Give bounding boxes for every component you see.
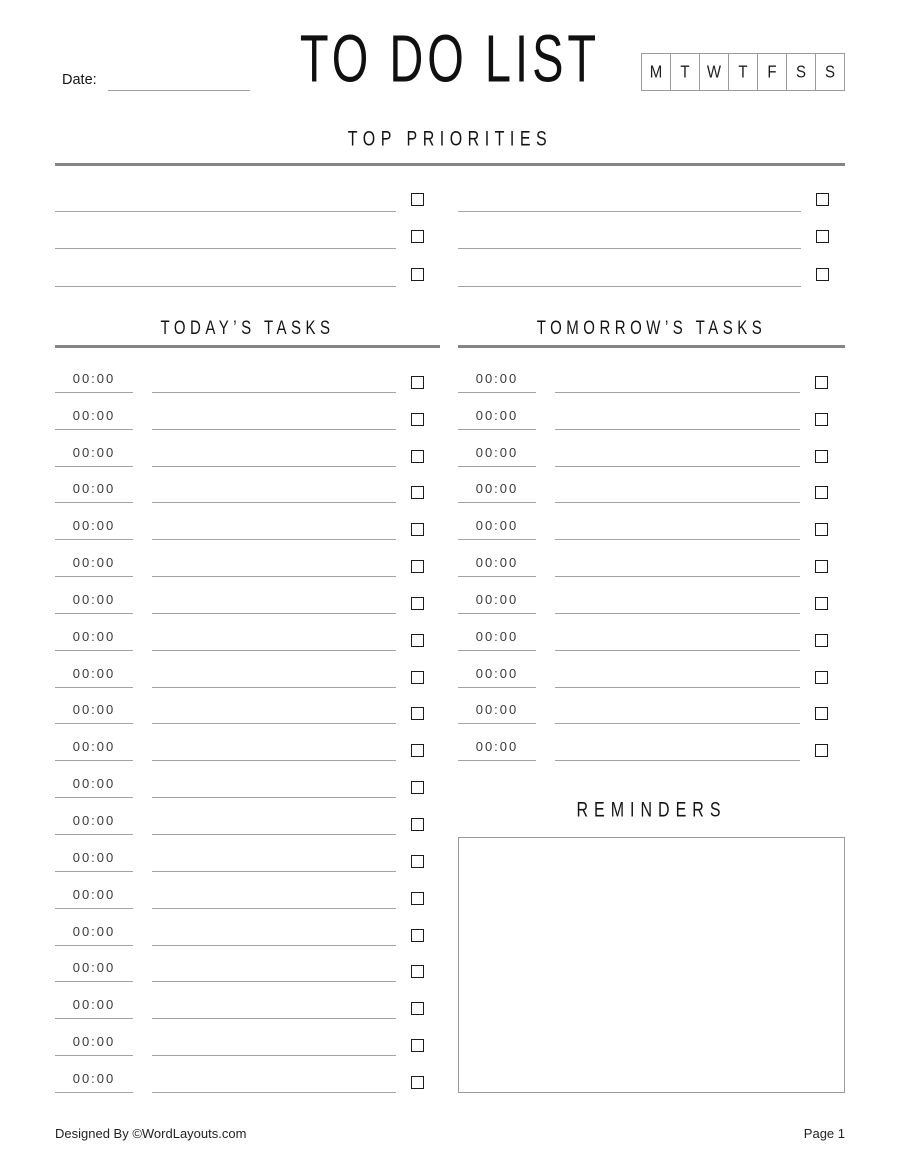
tomorrow-time-field[interactable]: 00:00 <box>458 445 536 467</box>
weekday-label: T <box>680 62 690 82</box>
weekday-cell-2-t[interactable] <box>670 54 699 90</box>
today-task-row <box>55 909 440 946</box>
priority-input-line[interactable] <box>458 249 801 287</box>
tomorrow-task-checkbox[interactable] <box>815 707 828 720</box>
tomorrow-task-row <box>458 430 845 467</box>
today-task-input-line[interactable] <box>152 430 396 467</box>
priority-row <box>458 249 829 287</box>
tomorrow-task-input-line[interactable] <box>555 577 800 614</box>
weekday-cell-7-s[interactable] <box>815 54 844 90</box>
tomorrow-time-field[interactable]: 00:00 <box>458 481 536 503</box>
tomorrow-task-row <box>458 356 845 393</box>
today-task-input-line[interactable] <box>152 946 396 983</box>
today-time-field[interactable]: 00:00 <box>55 1071 133 1093</box>
weekday-label: W <box>706 62 722 82</box>
today-time-field[interactable]: 00:00 <box>55 739 133 761</box>
today-time-field[interactable]: 00:00 <box>55 371 133 393</box>
weekday-label: M <box>649 62 663 82</box>
today-task-input-line[interactable] <box>152 503 396 540</box>
todays-tasks-section <box>55 316 440 1093</box>
today-time-field[interactable]: 00:00 <box>55 1034 133 1056</box>
today-task-input-line[interactable] <box>152 798 396 835</box>
today-task-input-line[interactable] <box>152 356 396 393</box>
priority-input-line[interactable] <box>55 212 396 250</box>
today-task-input-line[interactable] <box>152 982 396 1019</box>
today-task-row <box>55 982 440 1019</box>
today-task-checkbox[interactable] <box>411 707 424 720</box>
top-priorities-header <box>0 128 900 151</box>
tomorrow-task-input-line[interactable] <box>555 393 800 430</box>
tomorrow-task-checkbox[interactable] <box>815 450 828 463</box>
today-task-input-line[interactable] <box>152 577 396 614</box>
today-time-field[interactable]: 00:00 <box>55 518 133 540</box>
today-task-input-line[interactable] <box>152 540 396 577</box>
tomorrows-tasks-rows <box>458 348 845 761</box>
today-time-field[interactable]: 00:00 <box>55 481 133 503</box>
today-task-checkbox[interactable] <box>411 486 424 499</box>
priority-checkbox[interactable] <box>816 193 829 206</box>
today-task-input-line[interactable] <box>152 614 396 651</box>
today-task-row <box>55 835 440 872</box>
today-task-row <box>55 577 440 614</box>
top-priorities-title: TOP PRIORITIES <box>347 128 553 151</box>
tomorrow-task-input-line[interactable] <box>555 356 800 393</box>
tomorrow-task-row <box>458 540 845 577</box>
today-task-input-line[interactable] <box>152 1056 396 1093</box>
tomorrow-task-checkbox[interactable] <box>815 597 828 610</box>
today-task-row <box>55 688 440 725</box>
today-task-input-line[interactable] <box>152 724 396 761</box>
today-task-row <box>55 724 440 761</box>
page-title: TO DO LIST <box>299 20 601 96</box>
reminders-title: REMINDERS <box>576 799 727 823</box>
today-task-row <box>55 1056 440 1093</box>
priority-row <box>458 174 829 212</box>
today-task-checkbox[interactable] <box>411 634 424 647</box>
today-task-row <box>55 946 440 983</box>
today-task-row <box>55 1019 440 1056</box>
today-task-checkbox[interactable] <box>411 560 424 573</box>
today-time-field[interactable]: 00:00 <box>55 702 133 724</box>
today-time-field[interactable]: 00:00 <box>55 445 133 467</box>
tomorrow-task-row <box>458 724 845 761</box>
today-task-checkbox[interactable] <box>411 376 424 389</box>
tomorrow-time-field[interactable]: 00:00 <box>458 702 536 724</box>
weekday-label: T <box>738 62 748 82</box>
today-task-row <box>55 356 440 393</box>
priority-checkbox[interactable] <box>816 230 829 243</box>
today-task-input-line[interactable] <box>152 761 396 798</box>
tomorrow-task-row <box>458 503 845 540</box>
tomorrow-task-row <box>458 688 845 725</box>
today-time-field[interactable]: 00:00 <box>55 960 133 982</box>
tomorrow-time-field[interactable]: 00:00 <box>458 592 536 614</box>
tomorrow-task-input-line[interactable] <box>555 467 800 504</box>
priority-row <box>55 249 424 287</box>
today-task-row <box>55 540 440 577</box>
top-priorities-grid <box>55 174 829 287</box>
weekday-cell-1-m[interactable] <box>642 54 670 90</box>
today-task-checkbox[interactable] <box>411 1039 424 1052</box>
today-task-input-line[interactable] <box>152 835 396 872</box>
tomorrows-tasks-title: TOMORROW’S TASKS <box>536 316 767 340</box>
credit-text: Designed By ©WordLayouts.com <box>55 1126 247 1141</box>
tomorrow-task-checkbox[interactable] <box>815 376 828 389</box>
weekday-label: F <box>767 62 777 82</box>
today-time-field[interactable]: 00:00 <box>55 887 133 909</box>
today-time-field[interactable]: 00:00 <box>55 813 133 835</box>
weekday-cell-3-w[interactable] <box>699 54 728 90</box>
today-task-row <box>55 872 440 909</box>
today-task-row <box>55 393 440 430</box>
priority-input-line[interactable] <box>55 249 396 287</box>
tomorrow-task-input-line[interactable] <box>555 688 800 725</box>
today-task-row <box>55 430 440 467</box>
today-task-checkbox[interactable] <box>411 1002 424 1015</box>
priority-row <box>55 174 424 212</box>
today-task-checkbox[interactable] <box>411 413 424 426</box>
tomorrow-task-checkbox[interactable] <box>815 523 828 536</box>
todays-tasks-title: TODAY’S TASKS <box>160 316 335 340</box>
today-time-field[interactable]: 00:00 <box>55 629 133 651</box>
priority-checkbox[interactable] <box>816 268 829 281</box>
tomorrow-task-checkbox[interactable] <box>815 744 828 757</box>
today-task-row <box>55 614 440 651</box>
today-task-row <box>55 761 440 798</box>
todays-tasks-header <box>55 316 440 348</box>
tomorrow-time-field[interactable]: 00:00 <box>458 629 536 651</box>
today-task-row <box>55 651 440 688</box>
today-task-input-line[interactable] <box>152 688 396 725</box>
today-time-field[interactable]: 00:00 <box>55 592 133 614</box>
priority-checkbox[interactable] <box>411 193 424 206</box>
today-task-input-line[interactable] <box>152 909 396 946</box>
tomorrow-task-checkbox[interactable] <box>815 671 828 684</box>
priority-row <box>55 212 424 250</box>
today-task-checkbox[interactable] <box>411 892 424 905</box>
today-task-checkbox[interactable] <box>411 1076 424 1089</box>
today-time-field[interactable]: 00:00 <box>55 850 133 872</box>
priority-input-line[interactable] <box>458 212 801 250</box>
priority-checkbox[interactable] <box>411 230 424 243</box>
tomorrow-task-row <box>458 614 845 651</box>
today-time-field[interactable]: 00:00 <box>55 408 133 430</box>
tomorrow-task-row <box>458 467 845 504</box>
tomorrow-task-input-line[interactable] <box>555 430 800 467</box>
weekday-selector <box>641 53 845 91</box>
tomorrow-task-checkbox[interactable] <box>815 634 828 647</box>
priority-checkbox[interactable] <box>411 268 424 281</box>
today-task-row <box>55 503 440 540</box>
today-task-input-line[interactable] <box>152 651 396 688</box>
tomorrow-time-field[interactable]: 00:00 <box>458 408 536 430</box>
weekday-label: S <box>824 62 835 82</box>
today-task-checkbox[interactable] <box>411 855 424 868</box>
tomorrow-time-field[interactable]: 00:00 <box>458 666 536 688</box>
today-task-checkbox[interactable] <box>411 597 424 610</box>
today-task-input-line[interactable] <box>152 393 396 430</box>
today-time-field[interactable]: 00:00 <box>55 555 133 577</box>
date-label: Date: <box>62 72 97 88</box>
tomorrow-task-input-line[interactable] <box>555 540 800 577</box>
today-time-field[interactable]: 00:00 <box>55 666 133 688</box>
today-time-field[interactable]: 00:00 <box>55 776 133 798</box>
today-task-checkbox[interactable] <box>411 744 424 757</box>
tomorrow-task-checkbox[interactable] <box>815 486 828 499</box>
today-task-input-line[interactable] <box>152 1019 396 1056</box>
today-time-field[interactable]: 00:00 <box>55 924 133 946</box>
today-task-checkbox[interactable] <box>411 965 424 978</box>
tomorrow-task-row <box>458 577 845 614</box>
top-priorities-rule <box>55 163 845 166</box>
today-task-checkbox[interactable] <box>411 929 424 942</box>
today-task-checkbox[interactable] <box>411 671 424 684</box>
priority-input-line[interactable] <box>55 174 396 212</box>
today-task-checkbox[interactable] <box>411 818 424 831</box>
today-task-row <box>55 798 440 835</box>
reminders-box[interactable] <box>458 837 845 1093</box>
weekday-cell-4-t[interactable] <box>728 54 757 90</box>
tomorrows-tasks-header <box>458 316 845 348</box>
today-task-row <box>55 467 440 504</box>
tomorrow-time-field[interactable]: 00:00 <box>458 518 536 540</box>
tomorrow-task-checkbox[interactable] <box>815 413 828 426</box>
page-footer <box>55 1126 845 1141</box>
priorities-column-1 <box>55 174 424 287</box>
today-task-input-line[interactable] <box>152 872 396 909</box>
tomorrow-task-input-line[interactable] <box>555 724 800 761</box>
priorities-column-2 <box>458 174 829 287</box>
today-task-checkbox[interactable] <box>411 450 424 463</box>
tomorrow-task-input-line[interactable] <box>555 503 800 540</box>
tomorrow-task-checkbox[interactable] <box>815 560 828 573</box>
today-task-input-line[interactable] <box>152 467 396 504</box>
tomorrow-time-field[interactable]: 00:00 <box>458 555 536 577</box>
todays-tasks-rows <box>55 348 440 1093</box>
tomorrow-task-row <box>458 651 845 688</box>
weekday-label: S <box>795 62 806 82</box>
weekday-cell-5-f[interactable] <box>757 54 786 90</box>
page-number: Page 1 <box>803 1126 845 1141</box>
tomorrow-task-input-line[interactable] <box>555 651 800 688</box>
today-time-field[interactable]: 00:00 <box>55 997 133 1019</box>
reminders-header <box>458 799 845 829</box>
tomorrow-time-field[interactable]: 00:00 <box>458 739 536 761</box>
priority-row <box>458 212 829 250</box>
weekday-cell-6-s[interactable] <box>786 54 815 90</box>
tomorrow-time-field[interactable]: 00:00 <box>458 371 536 393</box>
today-task-checkbox[interactable] <box>411 781 424 794</box>
tomorrow-task-row <box>458 393 845 430</box>
tomorrow-task-input-line[interactable] <box>555 614 800 651</box>
tomorrows-tasks-section <box>458 316 845 1093</box>
priority-input-line[interactable] <box>458 174 801 212</box>
today-task-checkbox[interactable] <box>411 523 424 536</box>
